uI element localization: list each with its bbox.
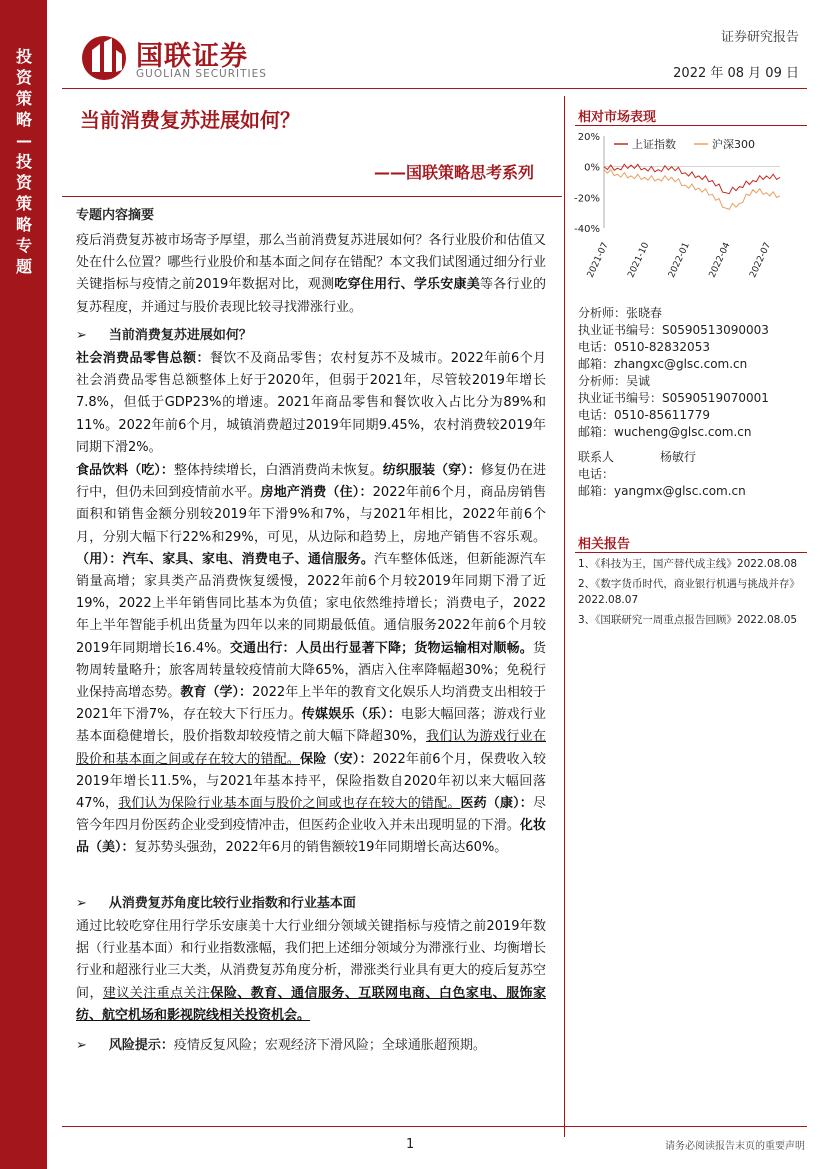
industry-run: 保险（安）： [300,751,373,767]
retail-text: 餐饮不及商品零售；农村复苏不及城市。2022年前6个月社会消费品零售总额整体上好于2020年，但弱于2021年，尽管较2019年增长7.8%，但低于GDP23%的增速。2021年商品零售和餐饮收入占比分为89%和11%。2022年前6个月，城镇消费超过2019年同期9.45%，农村消费较2019年同期下滑2%。 [76,351,546,455]
retail-label: 社会消费品零售总额： [76,351,210,366]
analyst-label: 电话： [578,467,615,481]
report-title: 当前消费复苏进展如何？ [80,108,300,132]
analyst-row [578,339,810,356]
related-heading-rule [575,552,807,553]
x-tick-label: 2021-07 [585,241,611,280]
related-heading: 相关报告 [578,537,631,552]
analyst-label: 电话： [578,408,615,422]
risk-label: 风险提示： [108,1038,174,1053]
related-report-item[interactable]: 2、《数字货币时代，商业银行机遇与挑战并存》2022.08.07 [578,578,800,606]
market-chart [570,130,810,280]
analyst-row [578,483,810,500]
disclaimer-note: 请务必阅读报告末页的重要声明 [665,1141,805,1152]
analyst-value: 0510-82832053 [614,340,710,354]
logo-emblem-icon [80,32,132,84]
retail-paragraph [76,348,546,459]
intro-tail: 等各行业的复苏程度，并通过与股价表现比较寻找滞涨行业。 [76,277,546,315]
intro-highlight: 吃穿住用行、学乐安康美 [334,277,481,293]
analyst-value: S0590513090003 [662,323,769,337]
market-heading-rule [575,125,807,126]
industry-run: 货物周转量略升；旅客周转量较疫情前大降65%，酒店入住率降幅超30%；免税行业保持高增态势。 [76,640,546,701]
analyst-label: 分析师： [578,306,627,320]
summary-top-divider [62,196,562,197]
risk-text: 疫情反复风险；宏观经济下滑风险；全球通胀超预期。 [173,1038,486,1053]
conclusion-paragraph [76,916,546,1027]
report-date: 2022 年 08 月 09 日 [673,66,799,81]
industry-run: 复苏势头强劲，2022年6月的销售额较19年同期增长高达60%。 [134,840,508,856]
analyst-label: 邮箱： [578,357,615,371]
column-divider [564,96,565,1137]
industry-run: 房地产消费（住）： [260,485,373,501]
report-type: 证券研究报告 [720,30,799,45]
series-line-shanghai [604,164,780,194]
industry-run: 尽管今年四月份医药企业受到疫情冲击，但医药企业收入并未出现明显的下滑。 [76,796,546,834]
bullet-1-text: 当前消费复苏进展如何？ [108,328,252,343]
analyst-value[interactable]: zhangxc@glsc.com.cn [614,357,748,371]
industry-run: 2022年前6个月，商品房销售面积和销售金额分别较2019年下滑9%和7%，与2021年相比，2022年前6个月，分别大幅下行22%和29%，可见，从边际和趋势上，房地产销售不容乐观。 [76,485,546,545]
analyst-value: 杨敏行 [660,450,697,464]
logo-name-cn: 国联证券 [136,41,248,72]
analyst-label: 邮箱： [578,425,615,439]
analyst-row [578,424,810,441]
y-tick-label: 20% [577,132,600,143]
intro-text: 疫后消费复苏被市场寄予厚望，那么当前消费复苏进展如何？各行业股价和估值又处在什么位置？哪些行业股价和基本面之间存在错配？本文我们试图通过细分行业关键指标与疫情之前2019年数据对比，观测 [76,233,546,293]
x-tick-label: 2022-04 [707,241,733,280]
industry-run: 化妆品（美）： [76,818,546,856]
chart-series [604,164,780,209]
analyst-label: 邮箱： [578,484,615,498]
industry-run: 2022年上半年的教育文化娱乐人均消费支出相较于2021年下滑7%，存在较大下行压力。 [76,685,546,723]
bullet-consumption-progress: ➢ 当前消费复苏进展如何？ [76,328,252,343]
industry-run: 修复仍在进行中，但仍未回到疫情前水平。 [76,463,546,501]
header-divider [62,88,807,89]
industry-run: 食品饮料（吃）： [76,463,174,478]
analyst-value: S0590519070001 [662,391,769,405]
intro-paragraph [76,230,546,319]
industry-run: 教育（学）： [180,685,253,701]
industry-run: 纺织服装（穿）： [382,463,481,478]
logo-name-en: GUOLIAN SECURITIES [136,68,267,80]
summary-heading: 专题内容摘要 [76,208,155,223]
industry-run: 汽车整体低迷，但新能源汽车销量高增；家具类产品消费恢复缓慢，2022年前6个月较2019年同期下滑了近19%，2022上半年销售同比基本为负值；家电依然维持增长；消费电子，2022年上半年智能手机出货量为四年以来的同期最低值。通信服务2022年前6个月较2019年同期增长16.4%。 [76,551,546,656]
x-tick-label: 2022-07 [748,241,774,280]
report-series: ——国联策略思考系列 [373,163,534,182]
industry-run: （用）：汽车、家具、家电、消费电子、通信服务。 [76,551,375,567]
conclusion-sectors: 保险、教育、通信服务、互联网电商、白色家电、服饰家纺、航空机场和影视院线相关投资机会。 [76,985,546,1023]
legend-label-sh: 上证指数 [632,138,676,151]
industry-run: 交通出行：人员出行显著下降；货物运输相对顺畅。 [229,640,533,656]
analyst-label: 执业证书编号： [578,391,663,405]
related-reports-list [578,556,814,632]
industry-run: 医药（康）： [460,796,533,812]
market-heading: 相对市场表现 [578,110,657,125]
analyst-value[interactable]: yangmx@glsc.com.cn [614,484,746,498]
analyst-value: 0510-85611779 [614,408,710,422]
analyst-row [578,322,810,339]
footer-divider [62,1126,807,1127]
industry-run: 电影大幅回落；游戏行业基本面稳健增长，股价指数却较疫情之前大幅下降超30%， [76,707,546,745]
analyst-value: 吴诚 [626,374,651,388]
page-number: 1 [406,1137,415,1152]
legend-label-hs: 沪深300 [712,138,755,151]
conclusion-recommend: 建议关注重点关注 [102,985,211,1001]
y-tick-label: -20% [574,193,600,205]
analyst-row [578,449,810,466]
industry-run: 整体持续增长，白酒消费尚未恢复。 [173,463,383,478]
analyst-row [578,305,810,322]
analyst-label: 电话： [578,340,615,354]
y-tick-label: -40% [574,224,600,235]
industry-run: 我们认为游戏行业在股价和基本面之间或存在较大的错配。 [76,729,546,767]
analyst-value: 张晓春 [626,306,663,320]
bullet-2-text: 从消费复苏角度比较行业指数和行业基本面 [108,896,356,911]
industry-run: 2022年前6个月，保费收入较2019年增长11.5%，与2021年基本持平，保险指数自2020年初以来大幅回落47%， [76,751,546,812]
sidebar-category: 投资策略—投资策略专题 [15,47,32,276]
conclusion-text: 通过比较吃穿住用行学乐安康美十大行业细分领域关键指标与疫情之前2019年数据（行业基本面）和行业指数涨幅，我们把上述细分领域分为滞涨行业、均衡增长行业和超涨行业三大类，从消费复苏角度分析，滞涨类行业具有更大的疫后复苏空间， [76,919,546,1001]
y-tick-label: 0% [584,162,600,174]
industry-run: 传媒娱乐（乐）： [301,707,401,723]
sidebar-band [0,0,47,1169]
analyst-row [578,466,810,483]
related-report-item[interactable]: 3、《国联研究一周重点报告回顾》2022.08.05 [578,614,798,626]
x-tick-label: 2022-01 [666,241,692,280]
analyst-label: 分析师： [578,374,627,388]
analyst-value[interactable]: wucheng@glsc.com.cn [614,425,752,439]
bullet-index-vs-fundamentals: ➢ 从消费复苏角度比较行业指数和行业基本面 [76,896,356,911]
x-tick-label: 2021-10 [626,241,652,280]
analyst-row [578,373,810,390]
chart-legend [614,137,755,151]
analyst-row [578,390,810,407]
chart-axes [574,132,780,279]
analyst-row [578,356,810,373]
analyst-label: 联系人 [578,450,615,464]
industries-paragraph [76,460,546,860]
risk-bullet: ➢ 风险提示：疫情反复风险；宏观经济下滑风险；全球通胀超预期。 [76,1038,486,1053]
analyst-row [578,407,810,424]
series-line-hs300 [604,170,780,210]
analyst-block [578,305,810,500]
related-report-item[interactable]: 1、《科技为王，国产替代成主线》2022.08.08 [578,558,798,570]
company-logo [80,32,320,84]
industry-run: 我们认为保险行业基本面与股价之间或也存在较大的错配。 [118,796,461,812]
analyst-label: 执业证书编号： [578,323,663,337]
